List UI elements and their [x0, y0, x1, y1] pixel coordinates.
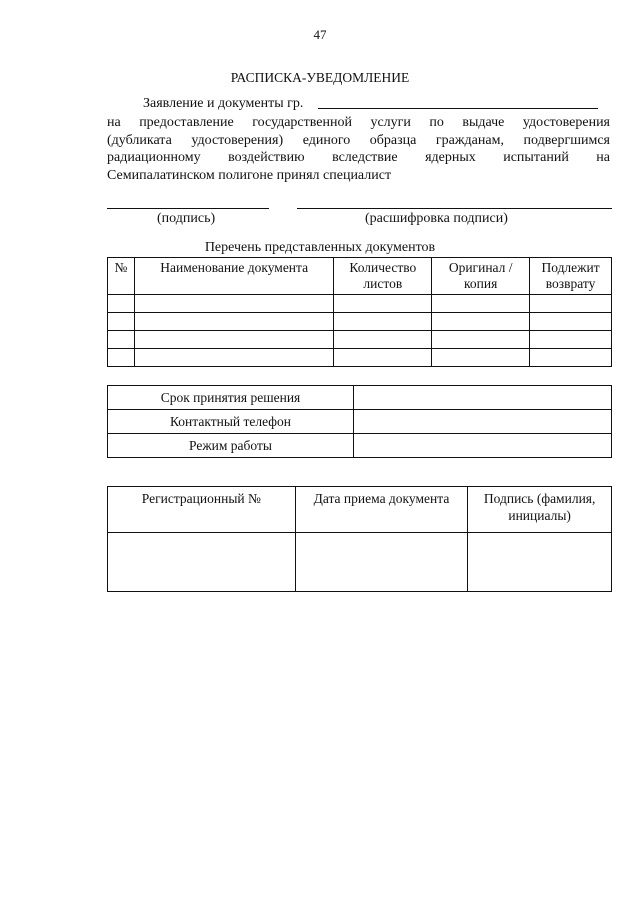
table-row [108, 295, 612, 313]
statement-prefix: Заявление и документы гр. [143, 96, 304, 111]
work-hours-value[interactable] [354, 434, 612, 458]
table-cell[interactable] [334, 295, 432, 313]
table-row [108, 349, 612, 367]
column-header-return: Подлежит возврату [530, 258, 612, 295]
decoding-caption: (расшифровка подписи) [365, 211, 508, 226]
table-cell[interactable] [530, 313, 612, 331]
table-row [108, 533, 612, 592]
statement-line: на предоставление государственной услуги по выдаче удостоверения [107, 115, 610, 130]
table-cell[interactable] [530, 331, 612, 349]
table-cell[interactable] [432, 349, 530, 367]
statement-line: (дубликата удостоверения) единого образца гражданам, подвергшимся [107, 132, 610, 148]
applicant-name-field[interactable] [318, 108, 598, 109]
column-header-sheets: Количество листов [334, 258, 432, 295]
column-header-doc-name: Наименование документа [134, 258, 333, 295]
table-cell[interactable] [108, 331, 135, 349]
contact-phone-label: Контактный телефон [108, 410, 354, 434]
column-header-number: № [108, 258, 135, 295]
table-cell[interactable] [134, 295, 333, 313]
decision-deadline-label: Срок принятия решения [108, 386, 354, 410]
table-row [108, 331, 612, 349]
registration-table [107, 486, 612, 592]
signature-caption: (подпись) [157, 211, 216, 226]
work-hours-label: Режим работы [108, 434, 354, 458]
statement-line: Семипалатинском полигоне принял специалист [107, 167, 392, 183]
table-header-row [108, 258, 612, 295]
table-cell[interactable] [432, 313, 530, 331]
documents-list-title: Перечень представленных документов [204, 240, 436, 255]
table-cell[interactable] [108, 349, 135, 367]
decision-deadline-value[interactable] [354, 386, 612, 410]
table-cell[interactable] [334, 331, 432, 349]
signature-field[interactable] [107, 208, 269, 209]
column-header-signature: Подпись (фамилия, инициалы) [468, 487, 612, 533]
table-cell[interactable] [530, 295, 612, 313]
documents-table [107, 257, 612, 367]
table-cell[interactable] [530, 349, 612, 367]
statement-text [107, 114, 610, 184]
signature-cell[interactable] [468, 533, 612, 592]
table-cell[interactable] [108, 295, 135, 313]
receipt-date-cell[interactable] [295, 533, 468, 592]
table-cell[interactable] [334, 349, 432, 367]
column-header-reg-number: Регистрационный № [108, 487, 296, 533]
table-row [108, 386, 612, 410]
table-cell[interactable] [334, 313, 432, 331]
table-row [108, 434, 612, 458]
statement-line: радиационному воздействию вследствие ядерных испытаний на [107, 150, 610, 165]
document-title: РАСПИСКА-УВЕДОМЛЕНИЕ [230, 70, 410, 85]
table-cell[interactable] [134, 313, 333, 331]
contact-phone-value[interactable] [354, 410, 612, 434]
table-cell[interactable] [134, 349, 333, 367]
column-header-receipt-date: Дата приема документа [295, 487, 468, 533]
table-cell[interactable] [134, 331, 333, 349]
page-number: 47 [313, 27, 327, 42]
table-cell[interactable] [432, 295, 530, 313]
table-cell[interactable] [432, 331, 530, 349]
table-header-row [108, 487, 612, 533]
signature-decoding-field[interactable] [297, 208, 612, 209]
table-row [108, 410, 612, 434]
table-cell[interactable] [108, 313, 135, 331]
table-row [108, 313, 612, 331]
info-table [107, 385, 612, 458]
column-header-original-copy: Оригинал /копия [432, 258, 530, 295]
reg-number-cell[interactable] [108, 533, 296, 592]
